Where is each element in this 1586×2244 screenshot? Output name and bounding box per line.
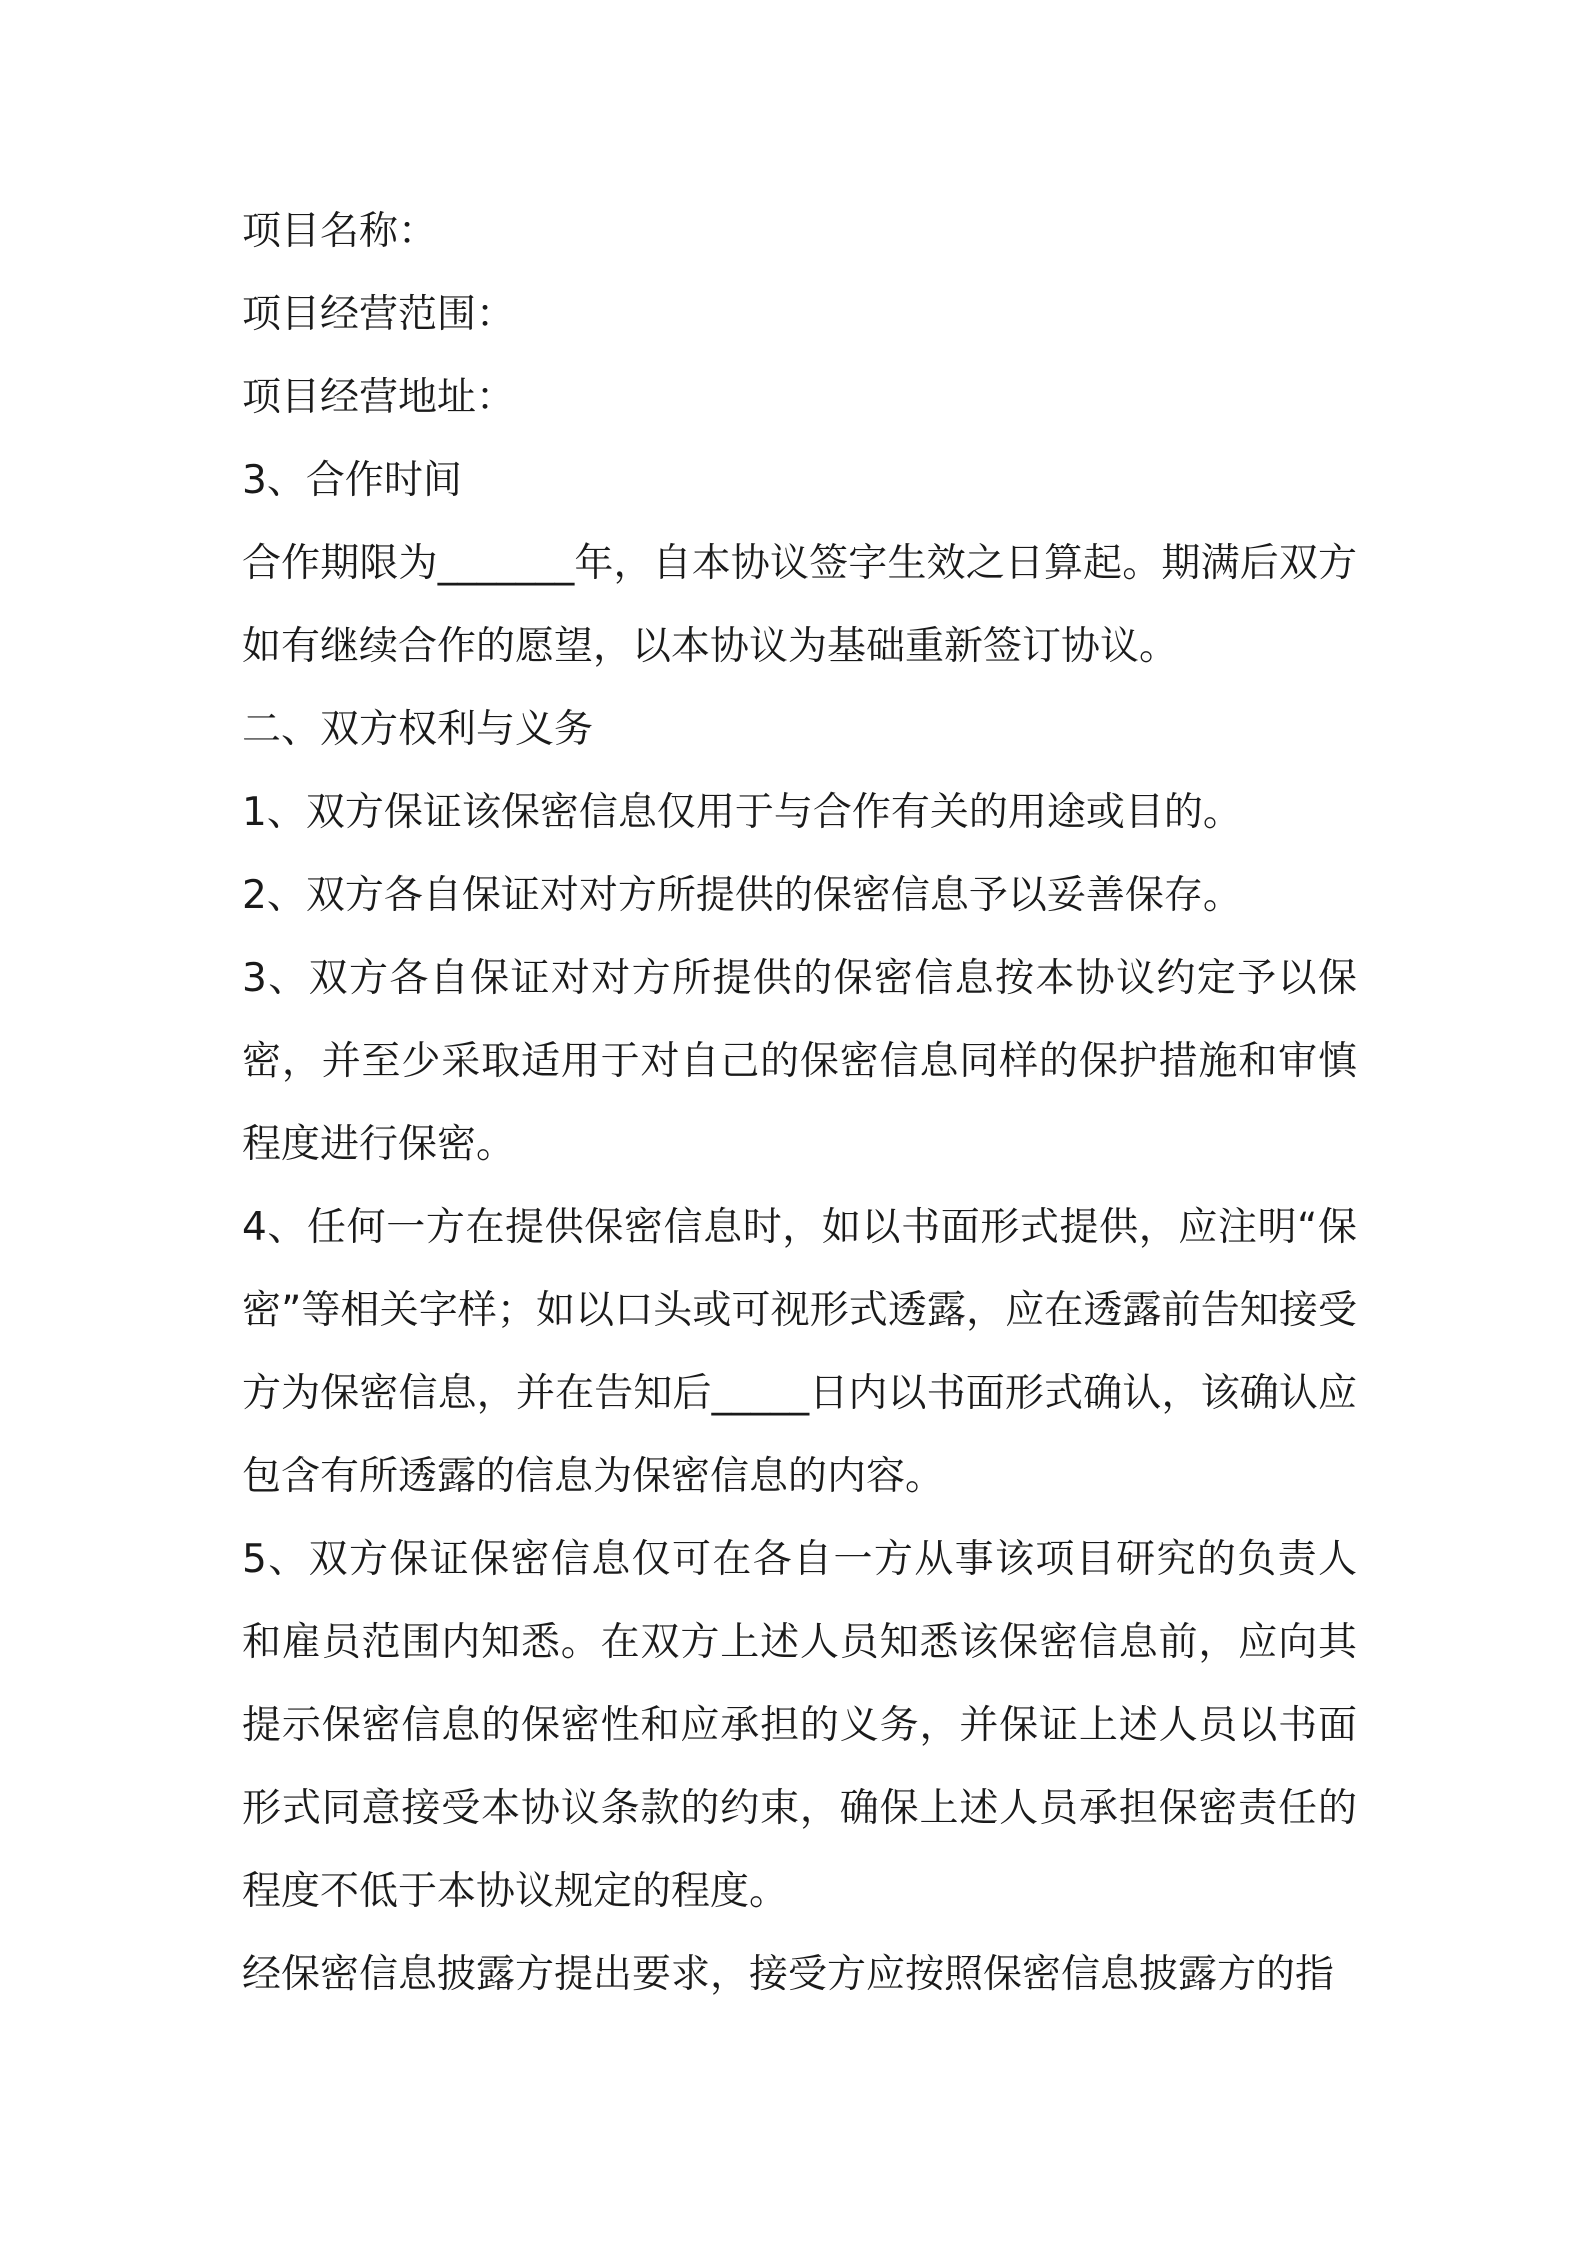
obligation-item-3: 3、双方各自保证对对方所提供的保密信息按本协议约定予以保密，并至少采取适用于对自己的保密信息同样的保护措施和审慎程度进行保密。 bbox=[242, 956, 1357, 1167]
disclosure-request-paragraph: 经保密信息披露方提出要求，接受方应按照保密信息披露方的指 bbox=[242, 1952, 1335, 1997]
obligation-item-1: 1、双方保证该保密信息仅用于与合作有关的用途或目的。 bbox=[242, 790, 1242, 835]
project-name-line: 项目名称： bbox=[242, 209, 438, 254]
section-3-heading: 3、合作时间 bbox=[242, 458, 462, 503]
obligation-item-4: 4、任何一方在提供保密信息时，如以书面形式提供，应注明“保密”等相关字样；如以口头或可视形式透露，应在透露前告知接受方为保密信息，并在告知后_____日内以书面形式确认，该确认应包含有所透露的信息为保密信息的内容。 bbox=[242, 1205, 1357, 1499]
obligation-item-2: 2、双方各自保证对对方所提供的保密信息予以妥善保存。 bbox=[242, 873, 1242, 918]
document-body bbox=[242, 190, 1357, 2016]
cooperation-period-paragraph: 合作期限为_______年，自本协议签字生效之日算起。期满后双方如有继续合作的愿望，以本协议为基础重新签订协议。 bbox=[242, 541, 1357, 669]
project-scope-line: 项目经营范围： bbox=[242, 292, 516, 337]
obligation-item-5: 5、双方保证保密信息仅可在各自一方从事该项目研究的负责人和雇员范围内知悉。在双方上述人员知悉该保密信息前，应向其提示保密信息的保密性和应承担的义务，并保证上述人员以书面形式同意接受本协议条款的约束，确保上述人员承担保密责任的程度不低于本协议规定的程度。 bbox=[242, 1537, 1357, 1914]
section-2-heading: 二、双方权利与义务 bbox=[242, 707, 594, 752]
project-address-line: 项目经营地址： bbox=[242, 375, 516, 420]
